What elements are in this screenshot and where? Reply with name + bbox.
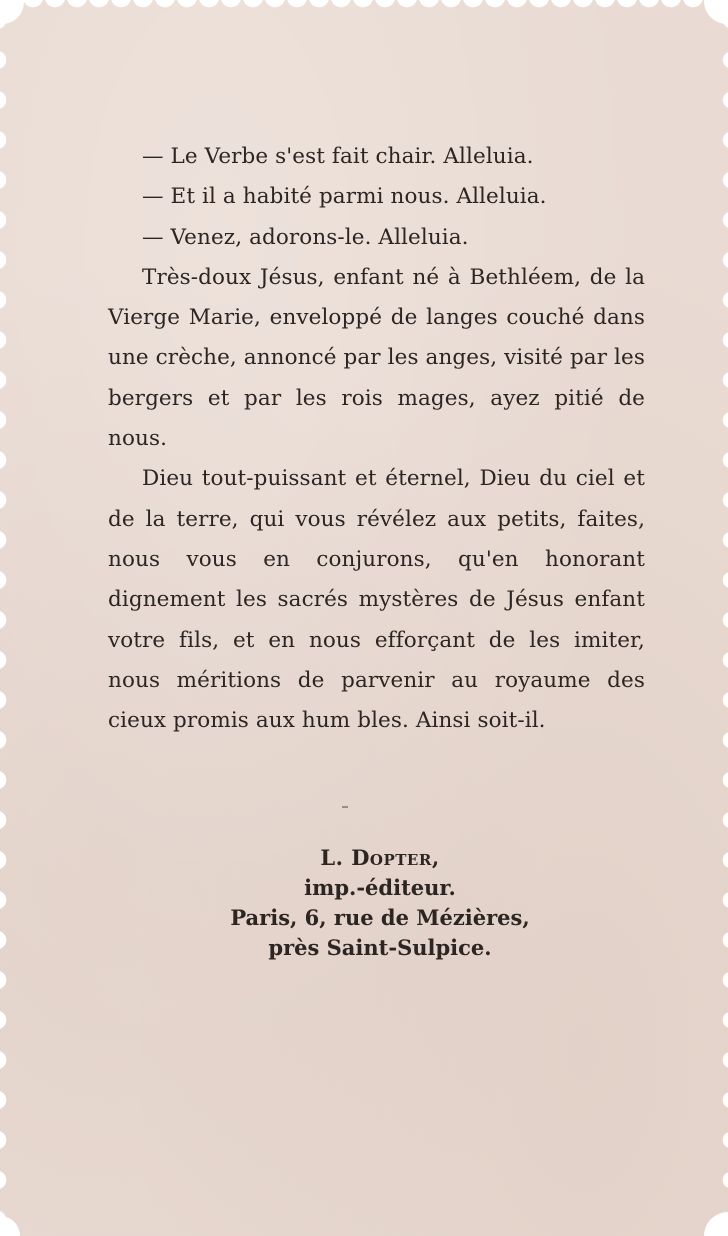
verse-line: — Le Verbe s'est fait chair. Alleluia.	[142, 144, 534, 169]
scalloped-right-edge	[718, 0, 728, 1236]
separator-mark	[342, 806, 348, 808]
prayer-paragraph: Très-doux Jésus, enfant né à Bethléem, de la Vierge Marie, enveloppé de langes couché dans une crèche, annoncé par les anges, visité par les bergers et par les rois mages, ayez pitié de nous.	[108, 264, 645, 452]
rounded-corner-top-right	[704, 0, 728, 24]
publisher-location: près Saint-Sulpice.	[268, 935, 492, 960]
publisher-name: L. Dopter,	[320, 845, 440, 870]
verse-line: — Et il a habité parmi nous. Alleluia.	[142, 184, 547, 210]
publisher-address: Paris, 6, rue de Mézières,	[230, 905, 530, 930]
prayer-text	[108, 137, 645, 741]
rounded-corner-bottom-right	[704, 1212, 728, 1236]
verse-line: — Venez, adorons-le. Alleluia.	[142, 224, 469, 250]
scalloped-top-edge	[0, 0, 728, 16]
prayer-paragraph: Dieu tout-puissant et éternel, Dieu du ciel et de la terre, qui vous révélez aux petits, faites, nous vous en conjurons, qu'en honorant dignement les sacrés mystères de Jésus enfant votre fils, et en nous efforçant de les imiter, nous méritions de parvenir au royaume des cieux promis aux hum bles. Ainsi soit-il.	[108, 466, 645, 734]
rounded-corner-top-left	[0, 0, 24, 24]
rounded-corner-bottom-left	[0, 1216, 20, 1236]
publisher-imprint	[180, 843, 580, 963]
scalloped-left-edge	[0, 0, 12, 1236]
publisher-role: imp.-éditeur.	[304, 875, 456, 900]
